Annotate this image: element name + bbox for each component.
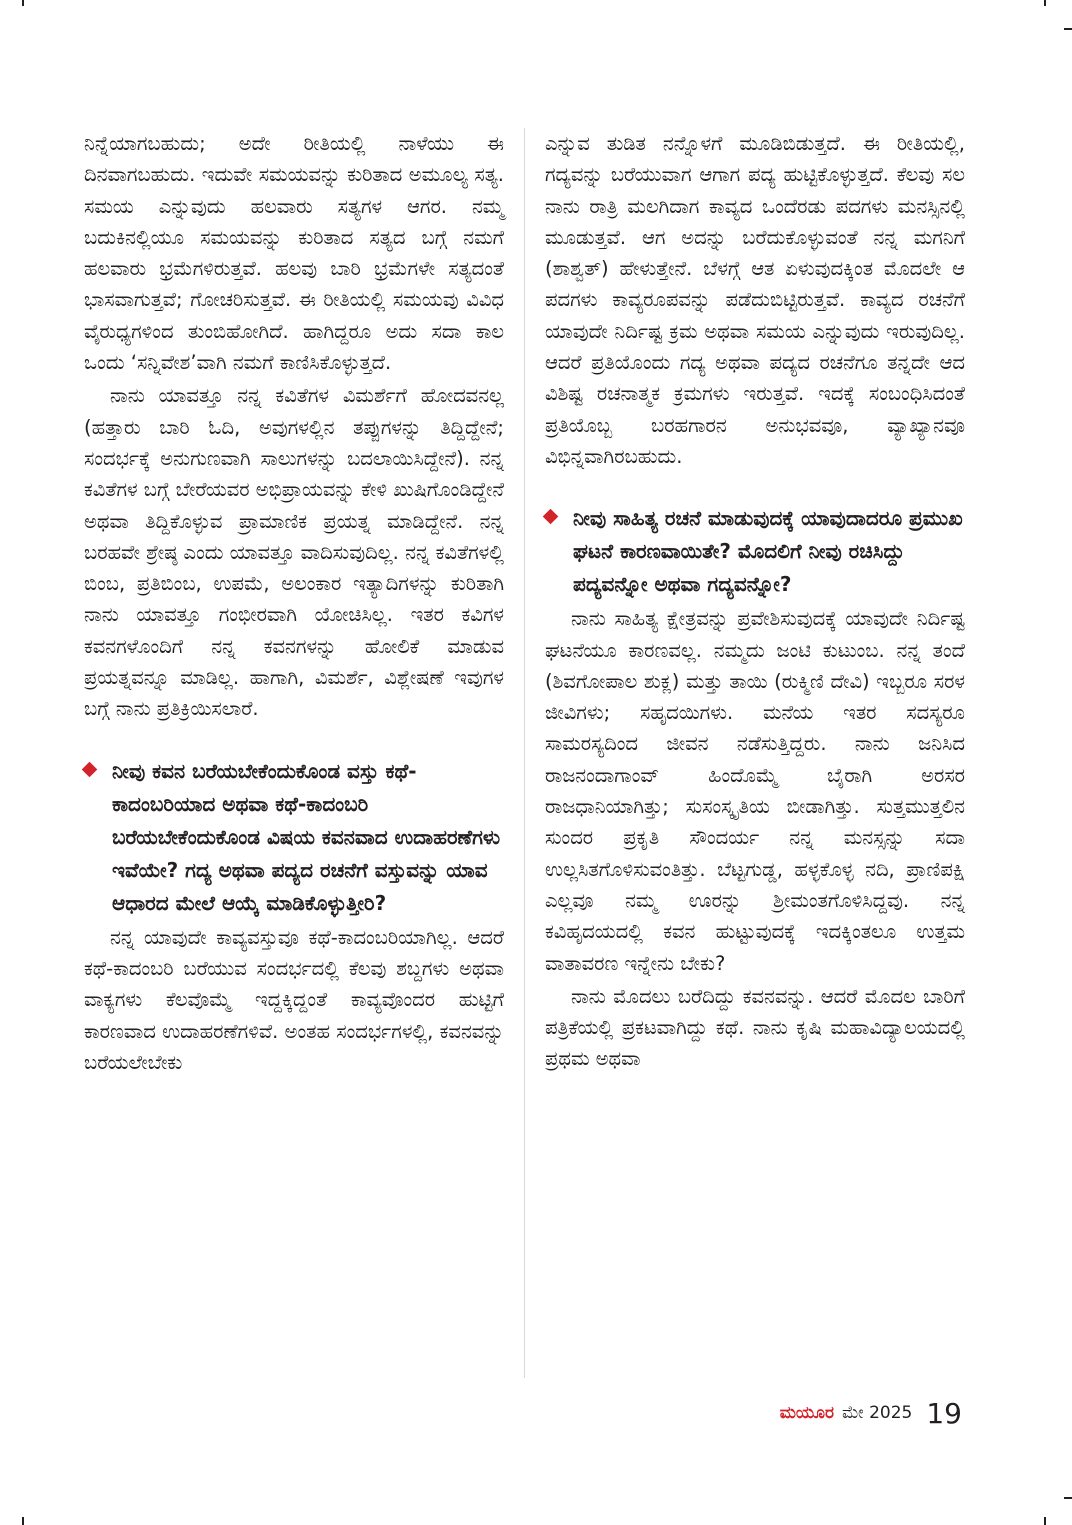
crop-mark-right-upper <box>1064 28 1072 30</box>
paragraph: ನಾನು ಮೊದಲು ಬರೆದಿದ್ದು ಕವನವನ್ನು. ಆದರೆ ಮೊದಲ ಬಾರಿಗೆ ಪತ್ರಿಕೆಯಲ್ಲಿ ಪ್ರಕಟವಾಗಿದ್ದು ಕಥೆ. ನಾನು ಕೃಷಿ ಮಹಾವಿದ್ಯಾಲಯದಲ್ಲಿ ಪ್ರಥಮ ಅಥವಾ <box>545 984 965 1071</box>
right-column <box>545 128 965 1075</box>
magazine-logo: ಮಯೂರ <box>779 1403 834 1423</box>
interview-question <box>545 502 965 601</box>
issue-date: ಮೇ 2025 <box>841 1403 913 1423</box>
paragraph: ನಾನು ಸಾಹಿತ್ಯ ಕ್ಷೇತ್ರವನ್ನು ಪ್ರವೇಶಿಸುವುದಕ್ಕೆ ಯಾವುದೇ ನಿರ್ದಿಷ್ಟ ಘಟನೆಯೂ ಕಾರಣವಲ್ಲ. ನಮ್ಮದು ಜಂಟಿ ಕುಟುಂಬ. ನನ್ನ ತಂದೆ (ಶಿವಗೋಪಾಲ ಶುಕ್ಲ) ಮತ್ತು ತಾಯಿ (ರುಕ್ಮಿಣಿ ದೇವಿ) ಇಬ್ಬರೂ ಸರಳ ಜೀವಿಗಳು; ಸಹೃದಯಿಗಳು. ಮನೆಯ ಇತರ ಸದಸ್ಯರೂ ಸಾಮರಸ್ಯದಿಂದ ಜೀವನ ನಡೆಸುತ್ತಿದ್ದರು. ನಾನು ಜನಿಸಿದ ರಾಜನಂದಾಗಾಂವ್ ಹಿಂದೊಮ್ಮೆ ಬೈರಾಗಿ ಅರಸರ ರಾಜಧಾನಿಯಾಗಿತ್ತು; ಸುಸಂಸ್ಕೃತಿಯ ಬೀಡಾಗಿತ್ತು. ಸುತ್ತಮುತ್ತಲಿನ ಸುಂದರ ಪ್ರಕೃತಿ ಸೌಂದರ್ಯ ನನ್ನ ಮನಸ್ಸನ್ನು ಸದಾ ಉಲ್ಲಸಿತಗೊಳಿಸುವಂತಿತ್ತು. ಬೆಟ್ಟಗುಡ್ಡ, ಹಳ್ಳಕೊಳ್ಳ ನದಿ, ಪ್ರಾಣಿಪಕ್ಷಿ ಎಲ್ಲವೂ ನಮ್ಮ ಊರನ್ನು ಶ್ರೀಮಂತಗೊಳಿಸಿದ್ದವು. ನನ್ನ ಕವಿಹೃದಯದಲ್ಲಿ ಕವನ ಹುಟ್ಟುವುದಕ್ಕೆ ಇದಕ್ಕಿಂತಲೂ ಉತ್ತಮ ವಾತಾವರಣ ಇನ್ನೇನು ಬೇಕು? <box>545 607 965 975</box>
crop-mark-bottom-right <box>1044 1517 1046 1525</box>
interview-question <box>84 755 504 920</box>
paragraph: ನಾನು ಯಾವತ್ತೂ ನನ್ನ ಕವಿತೆಗಳ ವಿಮರ್ಶೆಗೆ ಹೋದವನಲ್ಲ (ಹತ್ತಾರು ಬಾರಿ ಓದಿ, ಅವುಗಳಲ್ಲಿನ ತಪ್ಪುಗಳನ್ನು ತಿದ್ದಿದ್ದೇನೆ; ಸಂದರ್ಭಕ್ಕೆ ಅನುಗುಣವಾಗಿ ಸಾಲುಗಳನ್ನು ಬದಲಾಯಿಸಿದ್ದೇನೆ). ನನ್ನ ಕವಿತೆಗಳ ಬಗ್ಗೆ ಬೇರೆಯವರ ಅಭಿಪ್ರಾಯವನ್ನು ಕೇಳಿ ಖುಷಿಗೊಂಡಿದ್ದೇನೆ ಅಥವಾ ತಿದ್ದಿಕೊಳ್ಳುವ ಪ್ರಾಮಾಣಿಕ ಪ್ರಯತ್ನ ಮಾಡಿದ್ದೇನೆ. ನನ್ನ ಬರಹವೇ ಶ್ರೇಷ್ಠ ಎಂದು ಯಾವತ್ತೂ ವಾದಿಸುವುದಿಲ್ಲ. ನನ್ನ ಕವಿತೆಗಳಲ್ಲಿ ಬಿಂಬ, ಪ್ರತಿಬಿಂಬ, ಉಪಮೆ, ಅಲಂಕಾರ ಇತ್ಯಾದಿಗಳನ್ನು ಕುರಿತಾಗಿ ನಾನು ಯಾವತ್ತೂ ಗಂಭೀರವಾಗಿ ಯೋಚಿಸಿಲ್ಲ. ಇತರ ಕವಿಗಳ ಕವನಗಳೊಂದಿಗೆ ನನ್ನ ಕವನಗಳನ್ನು ಹೋಲಿಕೆ ಮಾಡುವ ಪ್ರಯತ್ನವನ್ನೂ ಮಾಡಿಲ್ಲ. ಹಾಗಾಗಿ, ವಿಮರ್ಶೆ, ವಿಶ್ಲೇಷಣೆ ಇವುಗಳ ಬಗ್ಗೆ ನಾನು ಪ್ರತಿಕ್ರಿಯಿಸಲಾರೆ. <box>84 384 504 721</box>
column-divider <box>524 128 525 1378</box>
paragraph: ನಿನ್ನೆಯಾಗಬಹುದು; ಅದೇ ರೀತಿಯಲ್ಲಿ ನಾಳೆಯು ಈ ದಿನವಾಗಬಹುದು. ಇದುವೇ ಸಮಯವನ್ನು ಕುರಿತಾದ ಅಮೂಲ್ಯ ಸತ್ಯ. ಸಮಯ ಎನ್ನುವುದು ಹಲವಾರು ಸತ್ಯಗಳ ಆಗರ. ನಮ್ಮ ಬದುಕಿನಲ್ಲಿಯೂ ಸಮಯವನ್ನು ಕುರಿತಾದ ಸತ್ಯದ ಬಗ್ಗೆ ನಮಗೆ ಹಲವಾರು ಭ್ರಮೆಗಳಿರುತ್ತವೆ. ಹಲವು ಬಾರಿ ಭ್ರಮೆಗಳೇ ಸತ್ಯದಂತೆ ಭಾಸವಾಗುತ್ತವೆ; ಗೋಚರಿಸುತ್ತವೆ. ಈ ರೀತಿಯಲ್ಲಿ ಸಮಯವು ವಿವಿಧ ವೈರುಧ್ಯಗಳಿಂದ ತುಂಬಿಹೋಗಿದೆ. ಹಾಗಿದ್ದರೂ ಅದು ಸದಾ ಕಾಲ ಒಂದು ‘ಸನ್ನಿವೇಶ’ವಾಗಿ ನಮಗೆ ಕಾಣಿಸಿಕೊಳ್ಳುತ್ತದೆ. <box>84 132 504 375</box>
left-column <box>84 128 504 1078</box>
crop-mark-top-left <box>22 0 24 6</box>
paragraph: ನನ್ನ ಯಾವುದೇ ಕಾವ್ಯವಸ್ತುವೂ ಕಥೆ-ಕಾದಂಬರಿಯಾಗಿಲ್ಲ. ಆದರೆ ಕಥೆ-ಕಾದಂಬರಿ ಬರೆಯುವ ಸಂದರ್ಭದಲ್ಲಿ ಕೆಲವು ಶಬ್ದಗಳು ಅಥವಾ ವಾಕ್ಯಗಳು ಕೆಲವೊಮ್ಮೆ ಇದ್ದಕ್ಕಿದ್ದಂತೆ ಕಾವ್ಯವೊಂದರ ಹುಟ್ಟಿಗೆ ಕಾರಣವಾದ ಉದಾಹರಣೆಗಳಿವೆ. ಅಂತಹ ಸಂದರ್ಭಗಳಲ್ಲಿ, ಕವನವನ್ನು ಬರೆಯಲೇಬೇಕು <box>84 925 504 1074</box>
diamond-bullet-icon <box>543 509 559 525</box>
question-text: ನೀವು ಸಾಹಿತ್ಯ ರಚನೆ ಮಾಡುವುದಕ್ಕೆ ಯಾವುದಾದರೂ ಪ್ರಮುಖ ಘಟನೆ ಕಾರಣವಾಯಿತೇ? ಮೊದಲಿಗೆ ನೀವು ರಚಿಸಿದ್ದು ಪದ್ಯವನ್ನೋ ಅಥವಾ ಗದ್ಯವನ್ನೋ? <box>573 506 963 597</box>
crop-mark-right-lower <box>1064 1497 1072 1499</box>
question-text: ನೀವು ಕವನ ಬರೆಯಬೇಕೆಂದುಕೊಂಡ ವಸ್ತು ಕಥೆ-ಕಾದಂಬರಿಯಾದ ಅಥವಾ ಕಥೆ-ಕಾದಂಬರಿ ಬರೆಯಬೇಕೆಂದುಕೊಂಡ ವಿಷಯ ಕವನವಾದ ಉದಾಹರಣೆಗಳು ಇವೆಯೇ? ಗದ್ಯ ಅಥವಾ ಪದ್ಯದ ರಚನೆಗೆ ವಸ್ತುವನ್ನು ಯಾವ ಆಧಾರದ ಮೇಲೆ ಆಯ್ಕೆ ಮಾಡಿಕೊಳ್ಳುತ್ತೀರಿ? <box>112 758 501 915</box>
crop-mark-bottom-left <box>22 1517 24 1525</box>
paragraph: ಎನ್ನುವ ತುಡಿತ ನನ್ನೊಳಗೆ ಮೂಡಿಬಿಡುತ್ತದೆ. ಈ ರೀತಿಯಲ್ಲಿ, ಗದ್ಯವನ್ನು ಬರೆಯುವಾಗ ಆಗಾಗ ಪದ್ಯ ಹುಟ್ಟಿಕೊಳ್ಳುತ್ತದೆ. ಕೆಲವು ಸಲ ನಾನು ರಾತ್ರಿ ಮಲಗಿದಾಗ ಕಾವ್ಯದ ಒಂದೆರಡು ಪದಗಳು ಮನಸ್ಸಿನಲ್ಲಿ ಮೂಡುತ್ತವೆ. ಆಗ ಅದನ್ನು ಬರೆದುಕೊಳ್ಳುವಂತೆ ನನ್ನ ಮಗನಿಗೆ (ಶಾಶ್ವತ್) ಹೇಳುತ್ತೇನೆ. ಬೆಳಗ್ಗೆ ಆತ ಏಳುವುದಕ್ಕಿಂತ ಮೊದಲೇ ಆ ಪದಗಳು ಕಾವ್ಯರೂಪವನ್ನು ಪಡೆದುಬಿಟ್ಟಿರುತ್ತವೆ. ಕಾವ್ಯದ ರಚನೆಗೆ ಯಾವುದೇ ನಿರ್ದಿಷ್ಟ ಕ್ರಮ ಅಥವಾ ಸಮಯ ಎನ್ನುವುದು ಇರುವುದಿಲ್ಲ. ಆದರೆ ಪ್ರತಿಯೊಂದು ಗದ್ಯ ಅಥವಾ ಪದ್ಯದ ರಚನೆಗೂ ತನ್ನದೇ ಆದ ವಿಶಿಷ್ಟ ರಚನಾತ್ಮಕ ಕ್ರಮಗಳು ಇರುತ್ತವೆ. ಇದಕ್ಕೆ ಸಂಬಂಧಿಸಿದಂತೆ ಪ್ರತಿಯೊಬ್ಬ ಬರಹಗಾರನ ಅನುಭವವೂ, ವ್ಯಾಖ್ಯಾನವೂ ವಿಭಿನ್ನವಾಗಿರಬಹುದು. <box>545 132 965 468</box>
crop-mark-top-right <box>1044 0 1046 6</box>
page-number: 19 <box>926 1396 962 1430</box>
page-footer <box>780 1393 962 1433</box>
diamond-bullet-icon <box>82 761 98 777</box>
